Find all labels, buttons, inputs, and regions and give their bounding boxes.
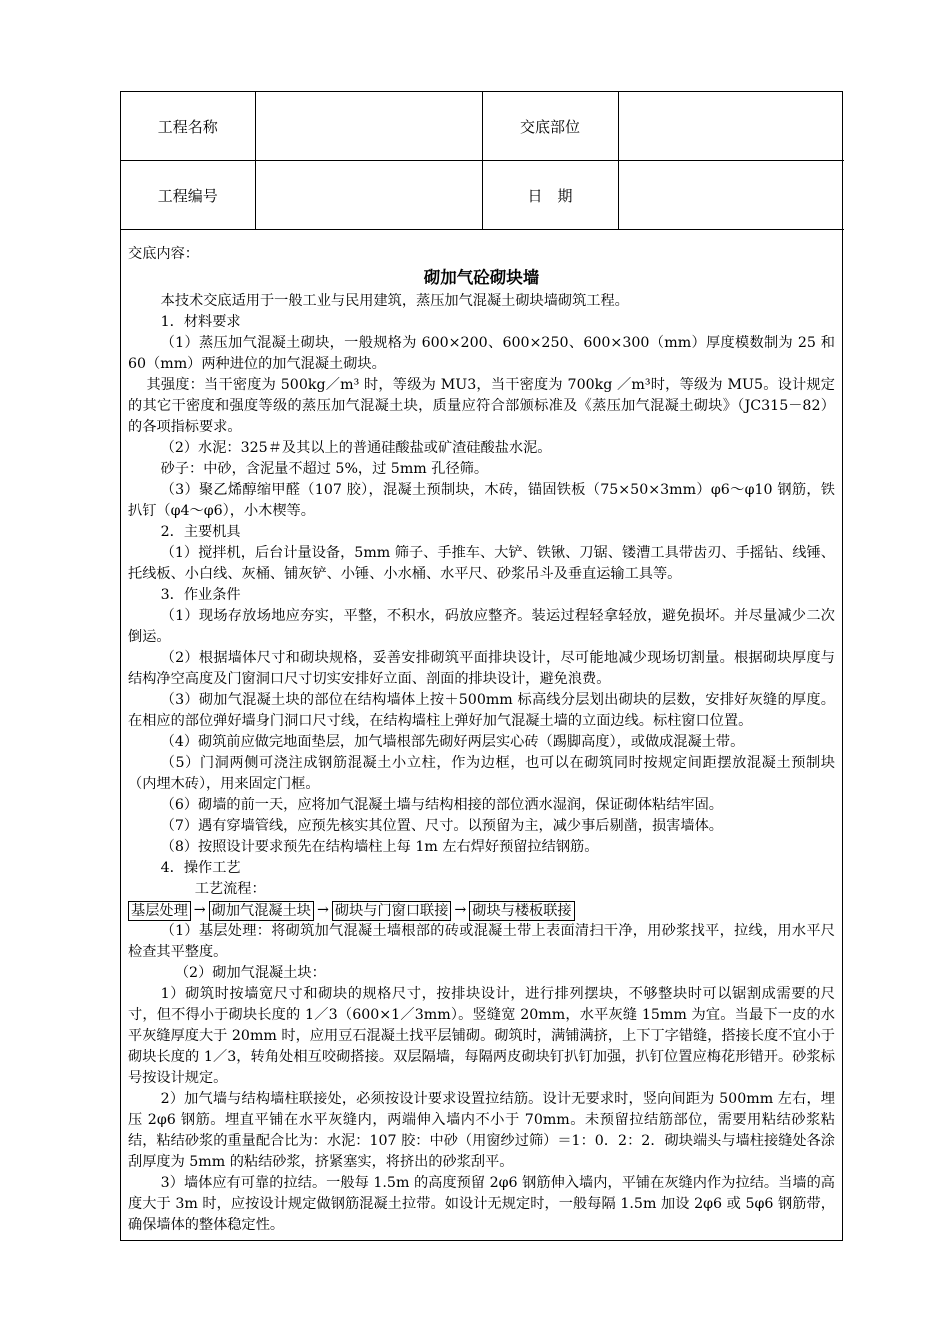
date-value[interactable] [618,161,844,230]
paragraph: 3）墙体应有可靠的拉结。一般每 1.5m 的高度预留 2φ6 钢筋伸入墙内，平铺在灰缝内作为拉结。当墙的高度大于 3m 时，应按设计规定做钢筋混凝土拉带。如设计无规定时，一般每隔 1.5m 加设 2φ6 或 5φ6 钢筋带，确保墙体的整体稳定性。 [128,1175,835,1233]
header-table [121,92,844,230]
paragraph: 砂子：中砂，含泥量不超过 5%，过 5mm 孔径筛。 [160,461,489,477]
paragraph: 2）加气墙与结构墙柱联接处，必须按设计要求设置拉结筋。设计无要求时，竖向间距为 500mm 左右，埋压 2φ6 钢筋。埋直平铺在水平灰缝内，两端伸入墙内不小于 70mm。未预留拉结筋部位，需要用粘结砂浆粘结，粘结砂浆的重量配合比为：水泥：107 胶：中砂（用窗纱过筛）＝1：0．2：2．砌块端头与墙柱接缝处各涂刮厚度为 5mm 的粘结砂浆，挤紧塞实，将挤出的砂浆刮平。 [128,1091,835,1170]
paragraph: 1）砌筑时按墙宽尺寸和砌块的规格尺寸，按排块设计，进行排列摆块，不够整块时可以锯割成需要的尺寸，但不得小于砌块长度的 1／3（600×1／3mm）。竖缝宽 20mm，水平灰缝 15mm 为宜。当最下一皮的水平灰缝厚度大于 20mm 时，应用豆石混凝土找平层铺砌。砌筑时，满铺满挤，上下丁字错缝，搭接长度不宜小于砌块长度的 1／3，转角处相互咬砌搭接。双层隔墙，每隔两皮砌块钉扒钉加强，扒钉位置应梅花形错开。砂浆标号按设计规定。 [128,986,835,1086]
paragraph: 其强度：当干密度为 500kg／m³ 时，等级为 MU3，当干密度为 700kg ／m³时，等级为 MU5。设计规定的其它干密度和强度等级的蒸压加气混凝土块，质量应符合部颁标准及《蒸压加气混凝土砌块》（JC315－82）的各项指标要求。 [128,377,835,435]
section-heading: 3．作业条件 [160,587,241,603]
handover-part-value[interactable] [618,92,844,161]
flow-arrow-icon: → [454,902,467,918]
project-no-value[interactable] [255,161,482,230]
flow-arrow-icon: → [316,902,329,918]
project-no-label: 工程编号 [121,161,255,230]
paragraph: （1）基层处理：将砌筑加气混凝土墙根部的砖或混凝土带上表面清扫干净，用砂浆找平，拉线，用水平尺检查其平整度。 [128,923,835,960]
paragraph: （1）现场存放场地应夯实，平整，不积水，码放应整齐。装运过程轻拿轻放，避免损坏。并尽量减少二次倒运。 [128,608,835,645]
handover-part-label: 交底部位 [482,92,618,161]
header-row-2 [121,161,844,230]
paragraph: （1）搅拌机，后台计量设备，5mm 筛子、手推车、大铲、铁锹、刀锯、镂漕工具带齿刃、手摇钻、线锤、托线板、小白线、灰桶、铺灰铲、小锤、小水桶、水平尺、砂浆吊斗及垂直运输工具等。 [128,545,835,582]
flow-label: 工艺流程： [194,881,266,897]
handover-form [120,91,843,1241]
paragraph: （2）根据墙体尺寸和砌块规格，妥善安排砌筑平面排块设计，尽可能地减少现场切割量。根据砌块厚度与结构净空高度及门窗洞口尺寸切实安排好立面、剖面的排块设计，避免浪费。 [128,650,835,687]
date-label: 日 期 [482,161,618,230]
flow-arrow-icon: → [193,902,206,918]
paragraph: （2）水泥：325＃及其以上的普通硅酸盐或矿渣硅酸盐水泥。 [160,440,552,456]
section-heading: 2．主要机具 [160,524,241,540]
paragraph: 本技术交底适用于一般工业与民用建筑，蒸压加气混凝土砌块墙砌筑工程。 [160,293,629,309]
section-heading: 1．材料要求 [160,314,241,330]
header-row-1 [121,92,844,161]
paragraph: （8）按照设计要求预先在结构墙柱上每 1m 左右焊好预留拉结钢筋。 [160,839,599,855]
paragraph: （4）砌筑前应做完地面垫层，加气墙根部先砌好两层实心砖（踢脚高度），或做成混凝土带。 [160,734,745,750]
paragraph: （2）砌加气混凝土块： [174,965,326,981]
content-area [121,230,842,1240]
process-flow [128,900,835,921]
section-heading: 4．操作工艺 [160,860,241,876]
paragraph: （5）门洞两侧可浇注成钢筋混凝土小立柱，作为边框，也可以在砌筑同时按规定间距摆放混凝土预制块（内埋木砖），用来固定门框。 [128,755,835,792]
project-name-label: 工程名称 [121,92,255,161]
paragraph: （3）砌加气混凝土块的部位在结构墙体上按＋500mm 标高线分层划出砌块的层数，安排好灰缝的厚度。在相应的部位弹好墙身门洞口尺寸线，在结构墙柱上弹好加气混凝土墙的立面边线。标柱窗口位置。 [128,692,835,729]
project-name-value[interactable] [255,92,482,161]
content-label: 交底内容： [128,246,199,262]
flow-step-floor-slab: 砌块与楼板联接 [469,901,574,921]
flow-step-base: 基层处理 [128,901,191,921]
flow-step-block: 砌加气混凝土块 [209,901,314,921]
flow-step-door-window: 砌块与门窗口联接 [332,901,452,921]
paragraph: （6）砌墙的前一天，应将加气混凝土墙与结构相接的部位洒水湿润，保证砌体粘结牢固。 [160,797,723,813]
paragraph: （1）蒸压加气混凝土砌块，一般规格为 600×200、600×250、600×300（mm）厚度模数制为 25 和 60（mm）两种进位的加气混凝土砌块。 [128,335,835,372]
paragraph: （7）遇有穿墙管线，应预先核实其位置、尺寸。以预留为主，减少事后剔凿，损害墙体。 [160,818,723,834]
paragraph: （3）聚乙烯醇缩甲醛（107 胶），混凝土预制块，木砖，锚固铁板（75×50×3mm）φ6～φ10 钢筋，铁扒钉（φ4～φ6），小木楔等。 [128,482,835,519]
document-title: 砌加气砼砌块墙 [423,268,540,287]
